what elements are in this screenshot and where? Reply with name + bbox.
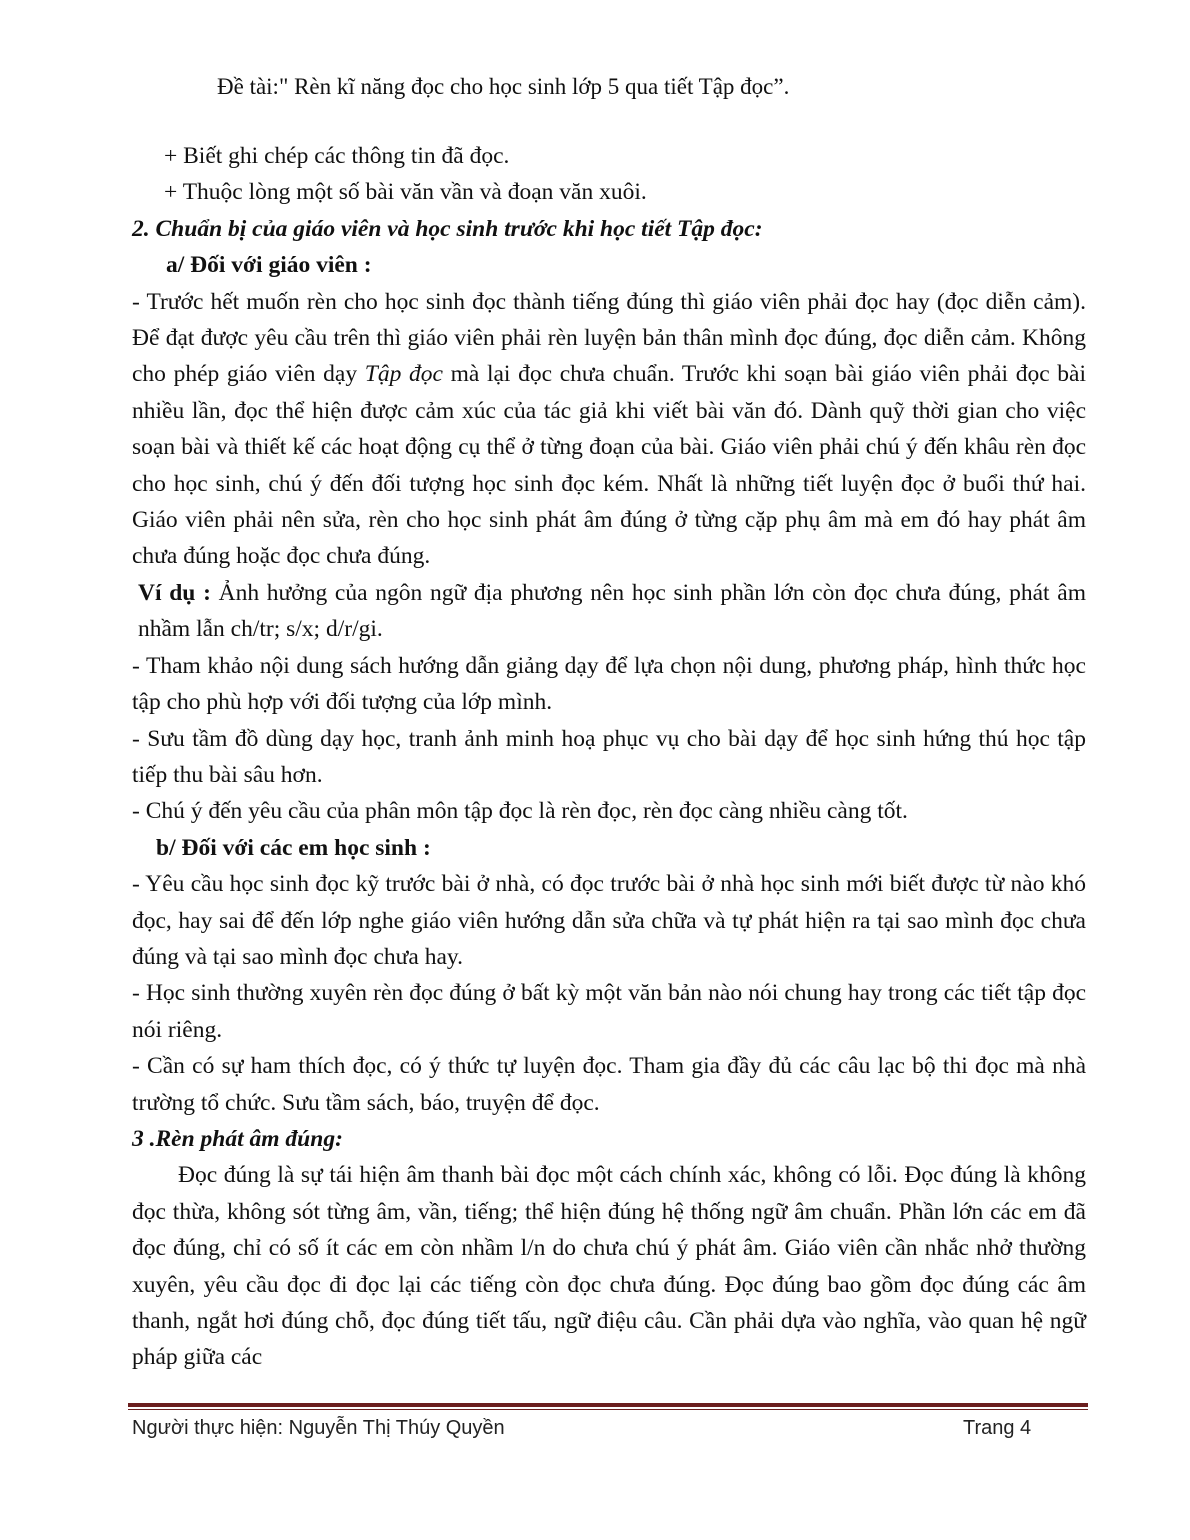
subsection-a-heading: a/ Đối với giáo viên :: [166, 252, 372, 279]
student-paragraph-1: - Yêu cầu học sinh đọc kỹ trước bài ở nhà, có đọc trước bài ở nhà học sinh mới biết được từ nào khó đọc, hay sai để đến lớp nghe giáo viên hướng dẫn sửa chữa và tự phát hiện ra tại sao mình đọc chưa đúng và tại sao mình đọc chưa hay.: [132, 871, 1086, 970]
subsection-b-heading: b/ Đối với các em học sinh :: [156, 834, 431, 861]
example-paragraph: Ví dụ : Ảnh hưởng của ngôn ngữ địa phương nên học sinh phần lớn còn đọc chưa đúng, phát âm nhầm lẫn ch/tr; s/x; d/r/gi.: [138, 579, 1086, 643]
italic-term: Tập đọc: [364, 361, 443, 388]
student-paragraph-3: - Cần có sự ham thích đọc, có ý thức tự luyện đọc. Tham gia đầy đủ các câu lạc bộ thi đọc mà nhà trường tổ chức. Sưu tầm sách, báo, truyện để đọc.: [132, 1053, 1086, 1116]
teacher-paragraph-2: - Tham khảo nội dung sách hướng dẫn giảng dạy để lựa chọn nội dung, phương pháp, hình thức học tập cho phù hợp với đối tượng của lớp mình.: [132, 652, 1086, 716]
page-header-title: Đề tài:" Rèn kĩ năng đọc cho học sinh lớp 5 qua tiết Tập đọc”.: [217, 74, 790, 99]
section-2-heading: 2. Chuẩn bị của giáo viên và học sinh trước khi học tiết Tập đọc:: [132, 215, 763, 242]
teacher-paragraph-4: - Chú ý đến yêu cầu của phân môn tập đọc là rèn đọc, rèn đọc càng nhiều càng tốt.: [132, 798, 908, 825]
example-label: Ví dụ :: [138, 579, 211, 606]
pronunciation-paragraph: Đọc đúng là sự tái hiện âm thanh bài đọc một cách chính xác, không có lỗi. Đọc đúng là không đọc thừa, không sót từng âm, vần, tiếng; thể hiện đúng hệ thống ngữ âm chuẩn. Phần lớn các em đã đọc đúng, chỉ có số ít các em còn nhầm l/n do chưa chú ý phát âm. Giáo viên cần nhắc nhở thường xuyên, yêu cầu đọc đi đọc lại các tiếng còn đọc chưa đúng. Đọc đúng bao gồm đọc đúng các âm thanh, ngắt hơi đúng chỗ, đọc đúng tiết tấu, ngữ điệu câu. Cần phải dựa vào nghĩa, vào quan hệ ngữ pháp giữa các: [132, 1162, 1086, 1371]
bullet-note-taking: + Biết ghi chép các thông tin đã đọc.: [164, 143, 510, 169]
teacher-paragraph-1: - Trước hết muốn rèn cho học sinh đọc thành tiếng đúng thì giáo viên phải đọc hay (đọc diễn cảm). Để đạt được yêu cầu trên thì giáo viên phải rèn luyện bản thân mình đọc đúng, đọc diễn cảm. Không cho phép giáo viên dạy Tập đọc mà lại đọc chưa chuẩn. Trước khi soạn bài giáo viên phải đọc bài nhiều lần, đọc thể hiện được cảm xúc của tác giả khi viết bài văn đó. Dành quỹ thời gian cho việc soạn bài và thiết kế các hoạt động cụ thể ở từng đoạn của bài. Giáo viên phải chú ý đến khâu rèn đọc cho học sinh, chú ý đến đối tượng học sinh đọc kém. Nhất là những tiết luyện đọc ở buổi thứ hai. Giáo viên phải nên sửa, rèn cho học sinh phát âm đúng ở từng cặp phụ âm mà em đó hay phát âm chưa đúng hoặc đọc chưa đúng.: [132, 288, 1086, 570]
section-3-heading: 3 .Rèn phát âm đúng:: [132, 1125, 343, 1152]
footer-author: Người thực hiện: Nguyễn Thị Thúy Quyền: [132, 1417, 505, 1439]
document-body: [132, 138, 1086, 1376]
student-paragraph-2: - Học sinh thường xuyên rèn đọc đúng ở bất kỳ một văn bản nào nói chung hay trong các tiết tập đọc nói riêng.: [132, 980, 1086, 1043]
footer-divider-thin: [128, 1409, 1088, 1410]
footer-page-number: Trang 4: [963, 1417, 1032, 1439]
teacher-paragraph-3: - Sưu tầm đồ dùng dạy học, tranh ảnh minh hoạ phục vụ cho bài dạy để học sinh hứng thú học tập tiếp thu bài sâu hơn.: [132, 725, 1086, 788]
footer-divider-thick: [128, 1403, 1088, 1407]
bullet-memorize: + Thuộc lòng một số bài văn vần và đoạn văn xuôi.: [164, 179, 647, 206]
